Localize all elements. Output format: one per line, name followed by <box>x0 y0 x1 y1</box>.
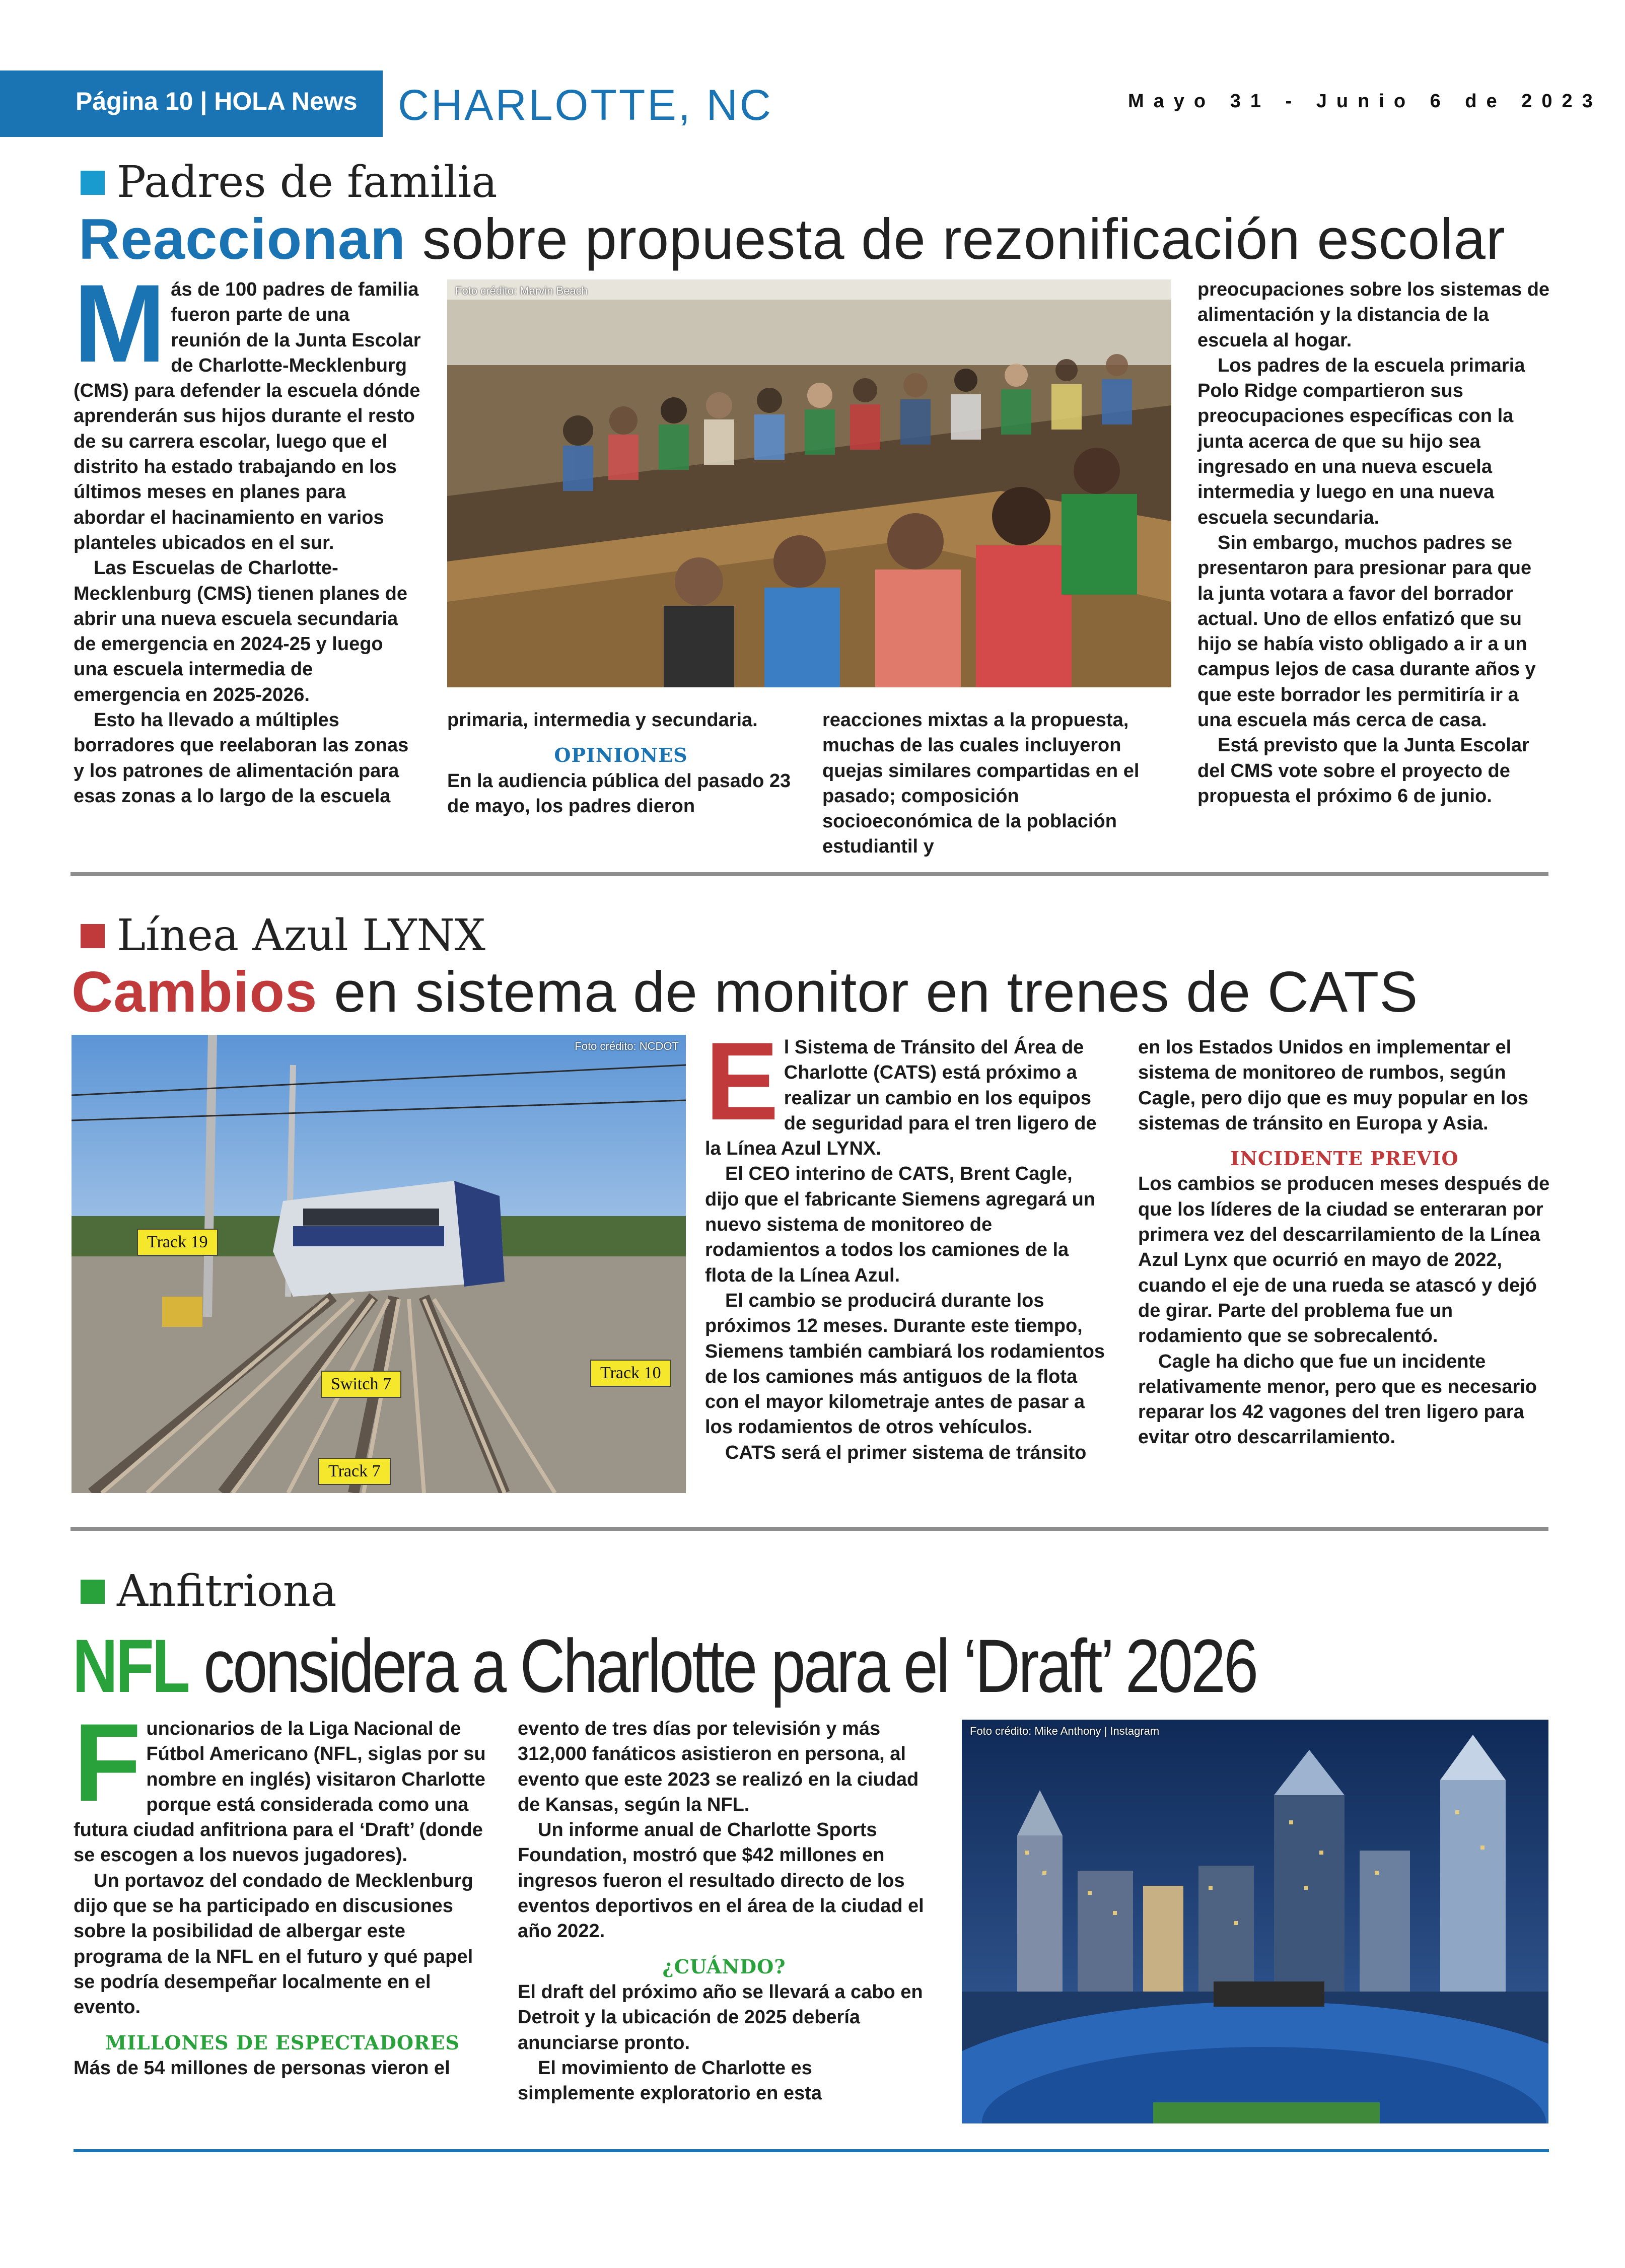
auditorium-illustration <box>447 279 1171 687</box>
paragraph: uncionarios de la Liga Nacional de Fútbol Americano (NFL, siglas por su nombre en inglés) visitaron Charlotte porque está considerada como una futura ciudad anfitriona para el ‘Draft’ (donde se escogen a los nuevos jugadores). <box>74 1718 486 1866</box>
article1-col2 <box>447 707 795 819</box>
paragraph: Un portavoz del condado de Mecklenburg dijo que se ha participado en discusiones sobre la posibilidad de albergar este programa de la NFL en el futuro y qué papel se podría desempeñar localmente en el evento. <box>74 1870 473 2018</box>
paragraph: preocupaciones sobre los sistemas de alimentación y la distancia de la escuela al hogar. <box>1197 279 1550 351</box>
subhead-millones: MILLONES DE ESPECTADORES <box>105 2031 460 2054</box>
article2-col2 <box>1138 1035 1551 1450</box>
headline-rest: sobre propuesta de rezonificación escolar <box>405 207 1506 271</box>
kicker-text: Línea Azul LYNX <box>117 910 486 961</box>
section-city: CHARLOTTE, NC <box>398 81 773 129</box>
paragraph: El CEO interino de CATS, Brent Cagle, dijo que el fabricante Siemens agregará un nuevo sistema de monitoreo de rodamientos a todos los camiones de la flota de la Línea Azul. <box>705 1163 1096 1286</box>
paragraph: Los padres de la escuela primaria Polo Ridge compartieron sus preocupaciones específicas con la junta acerca de que su hijo sea ingresado en una nueva escuela intermedia y luego en una nueva escuela secundaria. <box>1197 355 1525 528</box>
article2-headline <box>72 959 1418 1025</box>
subhead-opiniones: OPINIONES <box>554 744 688 767</box>
kicker-square-icon <box>81 1580 105 1604</box>
kicker-square-icon <box>81 924 105 948</box>
subhead-incidente: INCIDENTE PREVIO <box>1230 1147 1459 1170</box>
skyline-photo <box>962 1720 1548 2123</box>
paragraph: El movimiento de Charlotte es simplemente exploratorio en esta <box>518 2057 822 2104</box>
paragraph: Sin embargo, muchos padres se presentaron para presionar para que la junta votara a favor del borrador actual. Uno de ellos enfatizó que su hijo se había visto obligado a ir a un campus lejos de casa durante años y que este borrador les permitiría ir a una escuela más cerca de casa. <box>1197 532 1536 731</box>
skyline-illustration <box>962 1720 1548 2123</box>
train-illustration <box>72 1035 686 1493</box>
paragraph: ás de 100 padres de familia fueron parte de una reunión de la Junta Escolar de Charlotte-Mecklenburg (CMS) para defender la escuela dónde aprenderán sus hijos durante el resto de su carrera escolar, luego que el distrito ha estado trabajando en los últimos meses en planes para abordar el hacinamiento en varios planteles ubicados en el sur. <box>74 279 421 553</box>
article3-col1 <box>74 1700 491 2081</box>
paragraph: El draft del próximo año se llevará a cabo en Detroit y la ubicación de 2025 debería anunciarse pronto. <box>518 1981 923 2053</box>
paragraph: Las Escuelas de Charlotte-Mecklenburg (CMS) tienen planes de abrir una nueva escuela secundaria de emergencia en 2024-25 y luego una escuela intermedia de emergencia en 2025-2026. <box>74 557 407 705</box>
article1-kicker <box>81 157 498 207</box>
kicker-square-icon <box>81 171 105 195</box>
paragraph: Está previsto que la Junta Escolar del CMS vote sobre el proyecto de propuesta el próximo 6 de junio. <box>1197 735 1529 807</box>
photo-credit: Foto crédito: NCDOT <box>575 1040 679 1052</box>
paragraph: l Sistema de Tránsito del Área de Charlotte (CATS) está próximo a realizar un cambio en los equipos de seguridad para el tren ligero de la Línea Azul LYNX. <box>705 1037 1097 1160</box>
headline-rest: considera a Charlotte para el ‘Draft’ 2026 <box>188 1623 1257 1708</box>
article1-col1 <box>74 261 421 809</box>
paragraph: Esto ha llevado a múltiples borradores que reelaboran las zonas y los patrones de alimentación para esas zonas a lo largo de la escuela <box>74 710 409 807</box>
paragraph: Cagle ha dicho que fue un incidente relativamente menor, pero que es necesario reparar los 42 vagones del tren ligero para evitar otro descarrilamiento. <box>1138 1351 1537 1448</box>
headline-rest: en sistema de monitor en trenes de CATS <box>317 960 1419 1024</box>
track-label: Track 10 <box>590 1360 671 1387</box>
track-label: Switch 7 <box>321 1371 401 1398</box>
photo-credit: Foto crédito: Marvin Beach <box>455 285 588 297</box>
track-label: Track 7 <box>318 1458 391 1485</box>
auditorium-photo <box>447 279 1171 687</box>
drop-cap: M <box>74 261 166 385</box>
section-divider <box>70 1527 1548 1531</box>
article1-headline <box>79 206 1506 272</box>
article2-col1 <box>705 1019 1108 1465</box>
article3-kicker <box>81 1566 336 1616</box>
paragraph: en los Estados Unidos en implementar el sistema de monitoreo de rumbos, según Cagle, pero dijo que es muy popular en los sistemas de tránsito en Europa y Asia. <box>1138 1037 1528 1134</box>
article2-kicker <box>81 910 485 961</box>
photo-credit: Foto crédito: Mike Anthony | Instagram <box>970 1725 1160 1737</box>
paragraph: En la audiencia pública del pasado 23 de mayo, los padres dieron <box>447 770 791 817</box>
article3-headline <box>73 1622 1256 1710</box>
paragraph: El cambio se producirá durante los próximos 12 meses. Durante este tiempo, Siemens también cambiará los rodamientos de los camiones más antiguos de la flota con el mayor kilometraje antes de pasar a los rodamientos de otros vehículos. <box>705 1290 1105 1438</box>
headline-bold: Cambios <box>72 960 318 1024</box>
footer-rule <box>74 2149 1549 2152</box>
subhead-cuando: ¿CUÁNDO? <box>662 1955 786 1978</box>
paragraph: Más de 54 millones de personas vieron el <box>74 2057 450 2079</box>
track-label: Track 19 <box>137 1229 218 1256</box>
paragraph: Un informe anual de Charlotte Sports Foundation, mostró que $42 millones en ingresos fueron el resultado directo de los eventos deportivos en el área de la ciudad el año 2022. <box>518 1819 924 1942</box>
headline-bold: NFL <box>73 1623 188 1708</box>
paragraph: reacciones mixtas a la propuesta, muchas de las cuales incluyeron quejas similares compartidas en el pasado; composición socioeconómica de la población estudiantil y <box>822 710 1140 858</box>
headline-bold: Reaccionan <box>79 207 406 271</box>
kicker-text: Anfitriona <box>117 1566 337 1616</box>
paragraph: evento de tres días por televisión y más 312,000 fanáticos asistieron en persona, al evento que este 2023 se realizó en la ciudad de Kansas, según la NFL. <box>518 1718 919 1815</box>
kicker-text: Padres de familia <box>117 157 498 207</box>
section-divider <box>70 872 1548 876</box>
drop-cap: F <box>74 1700 142 1824</box>
page-label: Página 10 | HOLA News <box>76 87 358 115</box>
article1-col3 <box>822 707 1170 860</box>
train-photo <box>72 1035 686 1493</box>
article1-col4 <box>1197 277 1550 809</box>
article3-col2 <box>518 1716 931 2106</box>
paragraph: primaria, intermedia y secundaria. <box>447 710 758 731</box>
paragraph: Los cambios se producen meses después de que los líderes de la ciudad se enteraran por primera vez del descarrilamiento de la Línea Azul Lynx que ocurrió en mayo de 2022, cuando el eje de una rueda se atascó y dejó de girar. Parte del problema fue un rodamiento que se sobrecalentó. <box>1138 1173 1550 1347</box>
issue-date: Mayo 31 - Junio 6 de 2023 <box>1128 91 1602 112</box>
paragraph: CATS será el primer sistema de tránsito <box>725 1442 1087 1463</box>
drop-cap: E <box>705 1019 779 1143</box>
